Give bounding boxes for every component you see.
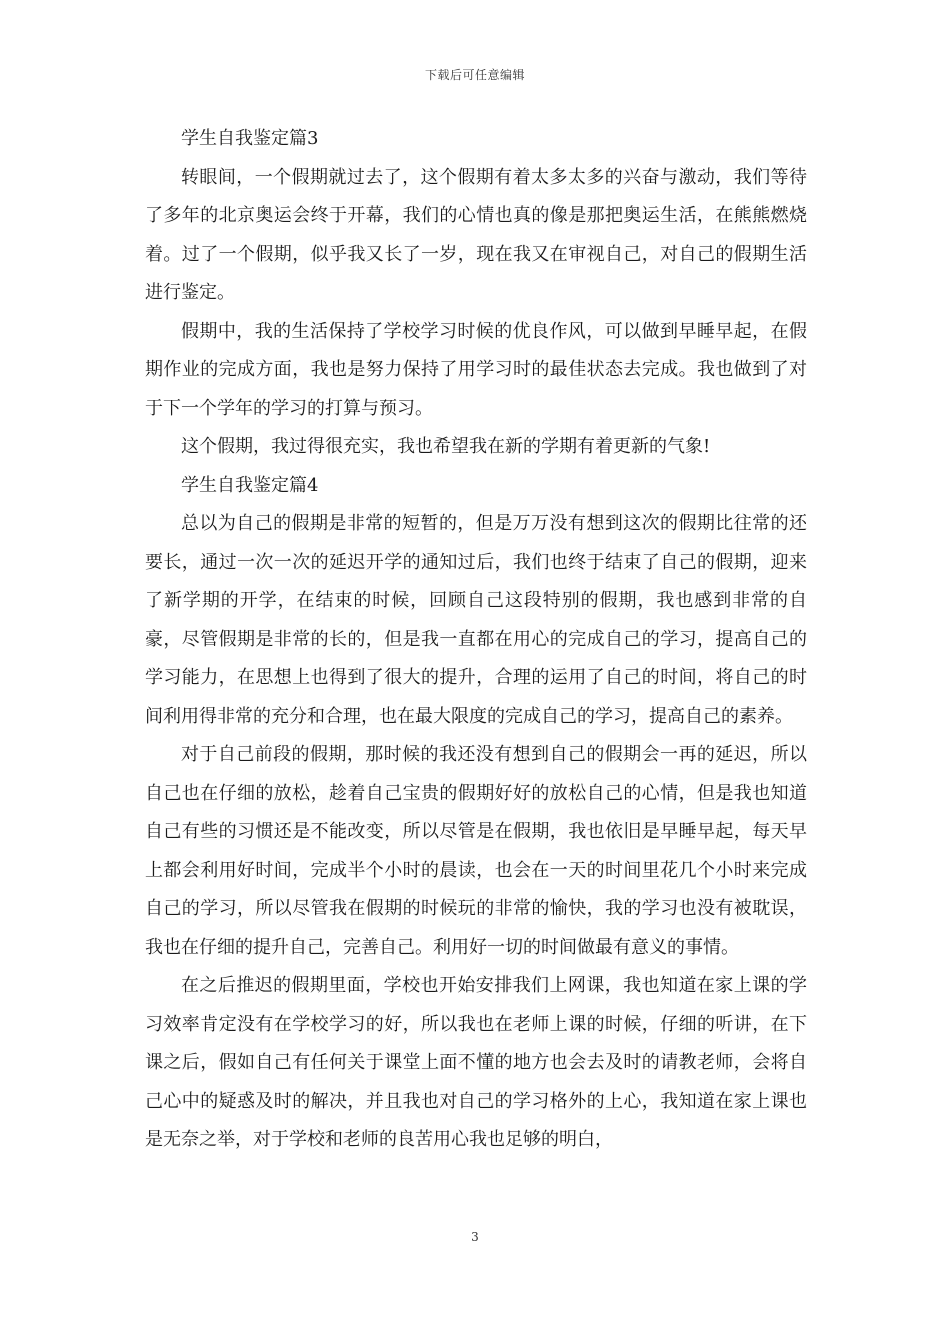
paragraph: 在之后推迟的假期里面，学校也开始安排我们上网课，我也知道在家上课的学习效率肯定没有在学校学习的好，所以我也在老师上课的时候，仔细的听讲，在下课之后，假如自己有任何关于课堂上面不懂的地方也会去及时的请教老师，会将自己心中的疑惑及时的解决，并且我也对自己的学习格外的上心，我知道在家上课也是无奈之举，对于学校和老师的良苦用心我也足够的明白， xyxy=(145,975,807,1150)
paragraph: 这个假期，我过得很充实，我也希望我在新的学期有着更新的气象! xyxy=(181,436,711,457)
section-heading-3: 学生自我鉴定篇3 xyxy=(181,128,319,149)
section-heading-4: 学生自我鉴定篇4 xyxy=(181,474,319,496)
document-body xyxy=(145,120,807,1160)
paragraph: 转眼间，一个假期就过去了，这个假期有着太多太多的兴奋与激动，我们等待了多年的北京奥运会终于开幕，我们的心情也真的像是那把奥运生活，在熊熊燃烧着。过了一个假期，似乎我又长了一岁，现在我又在审视自己，对自己的假期生活进行鉴定。 xyxy=(145,166,807,303)
page-number: 3 xyxy=(471,1230,479,1244)
paragraph: 总以为自己的假期是非常的短暂的，但是万万没有想到这次的假期比往常的还要长，通过一次一次的延迟开学的通知过后，我们也终于结束了自己的假期，迎来了新学期的开学，在结束的时候，回顾自己这段特别的假期，我也感到非常的自豪，尽管假期是非常的长的，但是我一直都在用心的完成自己的学习，提高自己的学习能力，在思想上也得到了很大的提升，合理的运用了自己的时间，将自己的时间利用得非常的充分和合理，也在最大限度的完成自己的学习，提高自己的素养。 xyxy=(145,513,807,727)
paragraph: 对于自己前段的假期，那时候的我还没有想到自己的假期会一再的延迟，所以自己也在仔细的放松，趁着自己宝贵的假期好好的放松自己的心情，但是我也知道自己有些的习惯还是不能改变，所以尽管是在假期，我也依旧是早睡早起，每天早上都会利用好时间，完成半个小时的晨读，也会在一天的时间里花几个小时来完成自己的学习，所以尽管我在假期的时候玩的非常的愉快，我的学习也没有被耽误，我也在仔细的提升自己，完善自己。利用好一切的时间做最有意义的事情。 xyxy=(145,744,807,958)
paragraph: 假期中，我的生活保持了学校学习时候的优良作风，可以做到早睡早起，在假期作业的完成方面，我也是努力保持了用学习时的最佳状态去完成。我也做到了对于下一个学年的学习的打算与预习。 xyxy=(145,320,807,419)
page-header: 下载后可任意编辑 xyxy=(424,68,525,82)
